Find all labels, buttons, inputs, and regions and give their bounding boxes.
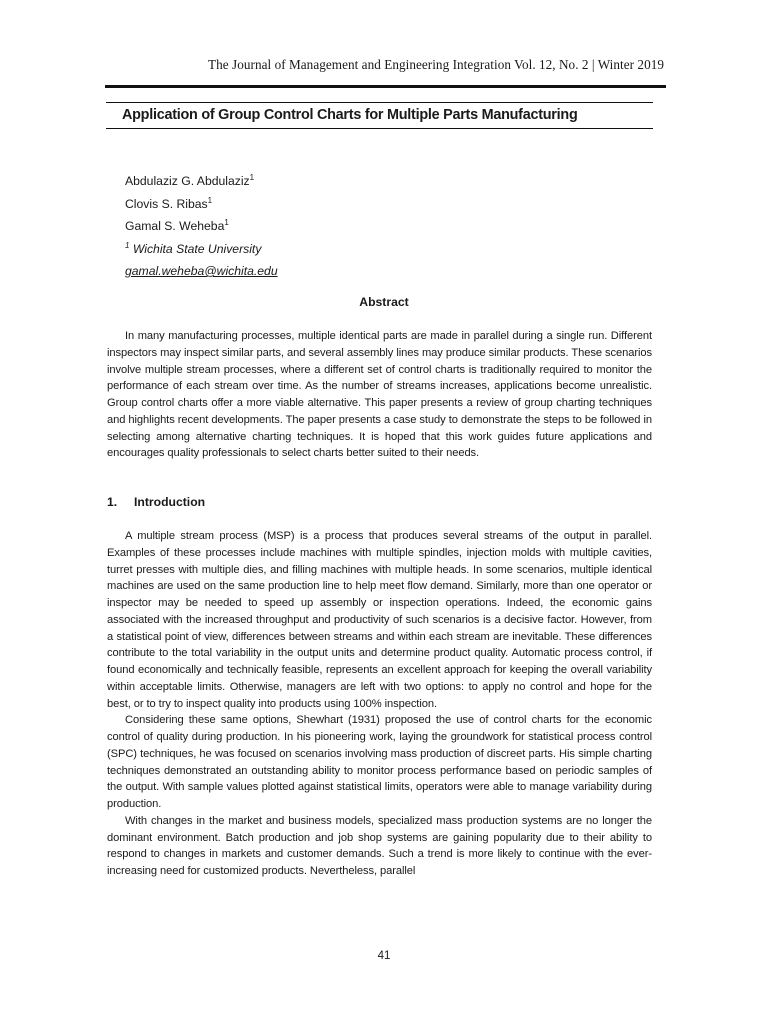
author-name: Clovis S. Ribas	[125, 196, 208, 211]
section-number: 1.	[107, 495, 118, 509]
introduction-body	[107, 528, 652, 880]
section-title: Introduction	[134, 495, 206, 509]
title-rule-top	[106, 102, 653, 103]
affiliation	[125, 238, 278, 261]
author-block	[125, 170, 278, 283]
author-email[interactable]: gamal.weheba@wichita.edu	[125, 264, 278, 278]
affiliation-mark: 1	[125, 240, 130, 250]
header-rule	[105, 85, 666, 88]
affiliation-text: Wichita State University	[129, 241, 262, 256]
abstract-paragraph: In many manufacturing processes, multiple identical parts are made in parallel during a single run. Different inspectors may inspect similar parts, and several assembly lines may produce similar products. These scenarios involve multiple stream processes, where a different set of control charts is traditionally required to monitor the performance of each stream over time. As the number of streams increases, applications become unrealistic. Group control charts offer a more viable alternative. This paper presents a review of group charting techniques and highlights recent developments. The paper presents a case study to demonstrate the steps to be followed in selecting among alternative charting techniques. It is hoped that this work guides future applications and encourages quality professionals to select charts better suited to their needs.	[107, 330, 652, 460]
introduction-paragraph: A multiple stream process (MSP) is a process that produces several streams of the output in parallel. Examples of these processes include machines with multiple spindles, injection molds with multiple cavities, turret presses with multiple dies, and filling machines with multiple heads. In some scenarios, multiple identical machines are used on the same production line to help meet flow demand. Similarly, more than one operator or inspector may be needed to speed up assembly or inspection operations. Indeed, the economic gains associated with the increased throughput and productivity of such scenarios is a decisive factor. However, from a statistical point of view, differences between streams and within each stream are inevitable. These differences contribute to the total variability in the output units and determine product quality. Automatic process control, if found economically and technically feasible, represents an excellent approach for keeping the overall variability within acceptable limits. Otherwise, managers are left with two options: to apply no control and hope for the best, or to try to inspect quality into products using 100% inspection.	[107, 530, 652, 710]
author-affiliation-mark: 1	[207, 195, 213, 205]
abstract-body	[107, 328, 652, 462]
author-line	[125, 193, 278, 216]
author-affiliation-mark: 1	[249, 173, 255, 182]
author-name: Abdulaziz G. Abdulaziz	[125, 174, 250, 188]
author-affiliation-mark: 1	[224, 218, 229, 227]
author-line	[125, 215, 278, 238]
page-number: 41	[377, 950, 391, 962]
journal-header: The Journal of Management and Engineering Integration Vol. 12, No. 2 | Winter 2019	[208, 57, 664, 72]
title-rule-bottom	[106, 128, 653, 129]
author-name: Gamal S. Weheba	[125, 219, 225, 233]
paper-title: Application of Group Control Charts for Multiple Parts Manufacturing	[122, 107, 578, 123]
introduction-paragraph: Considering these same options, Shewhart (1931) proposed the use of control charts for the economic control of quality during production. In his pioneering work, laying the groundwork for statistical process control (SPC) techniques, he was focused on scenarios involving mass production of discreet parts. His simple charting techniques demonstrated an outstanding ability to monitor process performance based on periodic samples of the output. With sample values plotted against statistical limits, operators were able to manage variability during production.	[107, 714, 652, 810]
abstract-heading: Abstract	[359, 295, 409, 309]
author-line	[125, 170, 278, 193]
section-heading-introduction	[107, 495, 205, 509]
introduction-paragraph: With changes in the market and business models, specialized mass production systems are no longer the dominant environment. Batch production and job shop systems are gaining popularity due to their ability to respond to changes in markets and customer demands. Such a trend is more likely to continue with the ever-increasing need for customized products. Nevertheless, parallel	[107, 814, 652, 877]
